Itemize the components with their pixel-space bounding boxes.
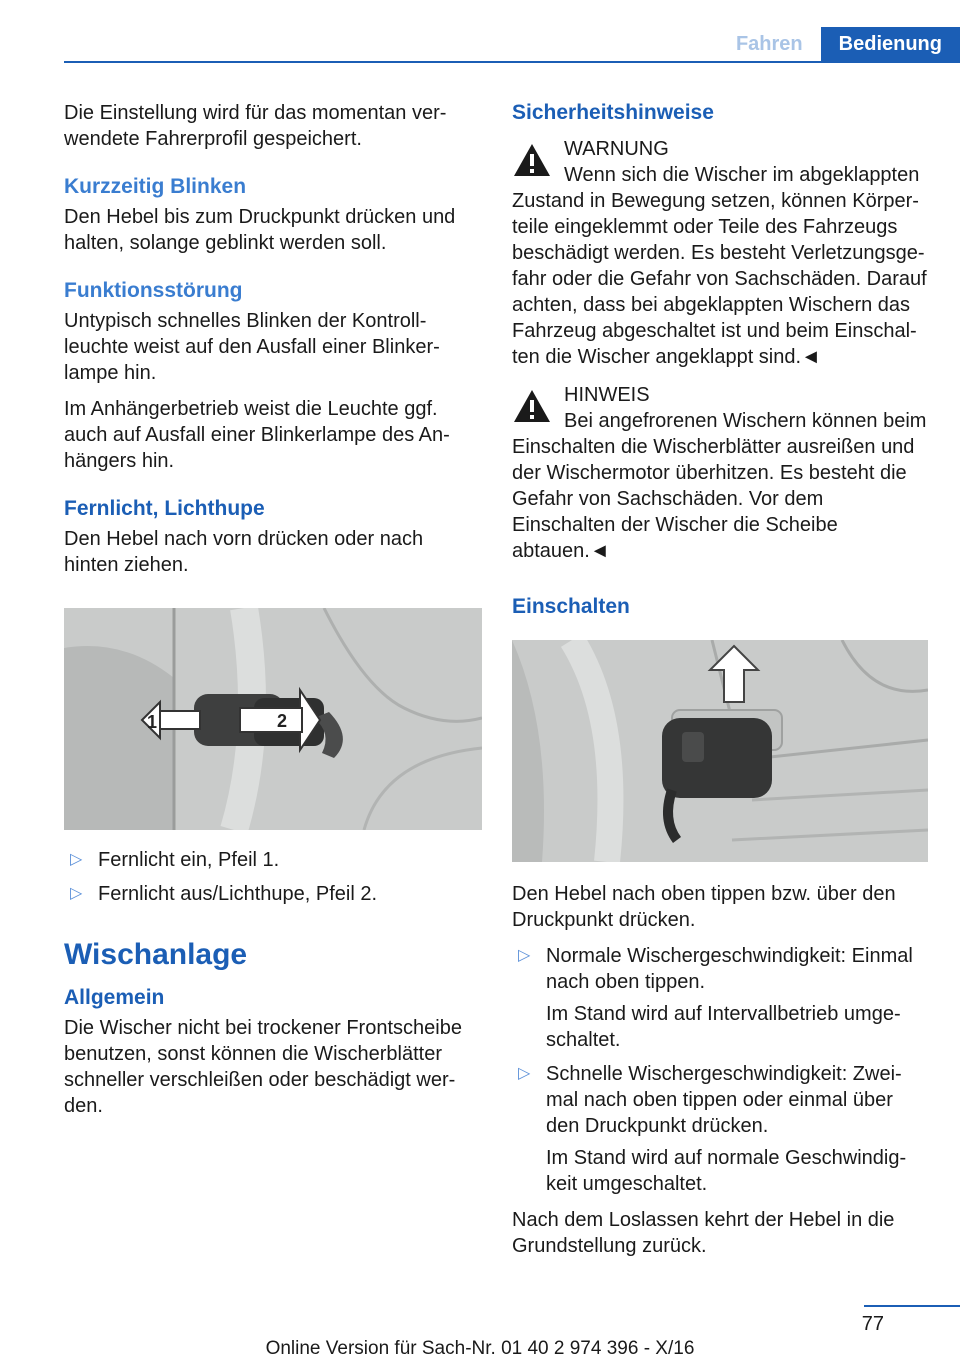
intro-paragraph: Die Einstellung wird für das momentan ver-wendete Fahrerprofil gespeichert. bbox=[64, 102, 447, 150]
list-item: ▷ Normale Wischergeschwindigkeit: Einmal nach oben tippen. Im Stand wird auf Intervallbetrieb umge-schaltet. bbox=[512, 943, 930, 1053]
wiper-heading: Wischanlage bbox=[64, 938, 248, 971]
triangle-bullet-icon: ▷ bbox=[518, 947, 531, 964]
figure-label-1: 1 bbox=[146, 712, 158, 732]
chapter-tabs bbox=[718, 27, 960, 61]
list-item-note: Im Stand wird auf normale Geschwindig-keit umgeschaltet. bbox=[546, 1147, 907, 1195]
wiper-lever-figure bbox=[512, 640, 928, 862]
highbeam-lever-figure bbox=[64, 608, 482, 830]
left-column bbox=[64, 100, 482, 1129]
blink-heading: Kurzzeitig Blinken bbox=[64, 175, 247, 198]
notice-box bbox=[512, 382, 930, 564]
warning-box bbox=[512, 136, 930, 370]
wiper-speed-list bbox=[512, 943, 930, 1197]
highbeam-list bbox=[64, 847, 482, 907]
triangle-bullet-icon: ▷ bbox=[518, 1065, 531, 1082]
right-column bbox=[512, 100, 930, 1269]
highbeam-paragraph: Den Hebel nach vorn drücken oder nach hinten ziehen. bbox=[64, 528, 424, 576]
release-paragraph: Nach dem Loslassen kehrt der Hebel in die Grundstellung zurück. bbox=[512, 1209, 895, 1257]
warning-text: Wenn sich die Wischer im abgeklappten Zustand in Bewegung setzen, können Körper-teile eingeklemmt oder Teile des Fahrzeugs beschädigt werden. Es besteht Verletzungsge-fahr oder die Gefahr von Sachschäden. Darauf achten, dass bei abgeklappten Wischern das Fahrzeug abgeschaltet ist und beim Einschal-ten die Wischer angeklappt sind.◄ bbox=[512, 164, 927, 368]
list-item-note: Im Stand wird auf Intervallbetrieb umge-schaltet. bbox=[546, 1003, 901, 1051]
list-item: ▷ Fernlicht aus/Lichthupe, Pfeil 2. bbox=[70, 883, 378, 905]
tab-fahren[interactable]: Fahren bbox=[718, 27, 821, 61]
warning-title: WARNUNG bbox=[564, 138, 669, 160]
fault-heading: Funktionsstörung bbox=[64, 279, 243, 302]
fault-paragraph-1: Untypisch schnelles Blinken der Kontroll-leuchte weist auf den Ausfall einer Blinker-lampe hin. bbox=[64, 310, 440, 384]
list-item: ▷ Schnelle Wischergeschwindigkeit: Zwei-mal nach oben tippen oder einmal über den Druckpunkt drücken. Im Stand wird auf normale Geschwindig-keit umgeschaltet. bbox=[512, 1061, 930, 1197]
on-paragraph: Den Hebel nach oben tippen bzw. über den Druckpunkt drücken. bbox=[512, 883, 896, 931]
triangle-bullet-icon: ▷ bbox=[70, 885, 83, 902]
general-paragraph: Die Wischer nicht bei trockener Frontscheibe benutzen, sonst können die Wischerblätter schneller verschleißen oder beschädigt wer-den. bbox=[64, 1017, 462, 1117]
blink-paragraph: Den Hebel bis zum Druckpunkt drücken und halten, solange geblinkt werden soll. bbox=[64, 206, 456, 254]
tab-bedienung[interactable]: Bedienung bbox=[821, 27, 960, 61]
safety-heading: Sicherheitshinweise bbox=[512, 101, 714, 124]
notice-text: Bei angefrorenen Wischern können beim Einschalten die Wischerblätter ausreißen und der Wischermotor überhitzen. Es besteht die Gefahr von Sachschäden. Vor dem Einschalten der Wischer die Scheibe abtauen.◄ bbox=[512, 410, 927, 562]
list-item: ▷ Fernlicht ein, Pfeil 1. bbox=[70, 849, 280, 871]
header-divider bbox=[64, 61, 960, 63]
highbeam-heading: Fernlicht, Lichthupe bbox=[64, 497, 265, 520]
general-heading: Allgemein bbox=[64, 986, 165, 1009]
notice-triangle-icon bbox=[512, 386, 552, 426]
page-number: 77 bbox=[861, 1313, 884, 1335]
notice-title: HINWEIS bbox=[564, 384, 650, 406]
fault-paragraph-2: Im Anhängerbetrieb weist die Leuchte ggf. auch auf Ausfall einer Blinkerlampe des An-hängers hin. bbox=[64, 398, 450, 472]
footer-divider bbox=[864, 1305, 960, 1307]
online-version-footer: Online Version für Sach-Nr. 01 40 2 974 396 - X/16 bbox=[265, 1338, 695, 1359]
on-heading: Einschalten bbox=[512, 595, 630, 618]
warning-triangle-icon bbox=[512, 140, 552, 180]
figure-label-2: 2 bbox=[276, 711, 288, 731]
triangle-bullet-icon: ▷ bbox=[70, 851, 83, 868]
